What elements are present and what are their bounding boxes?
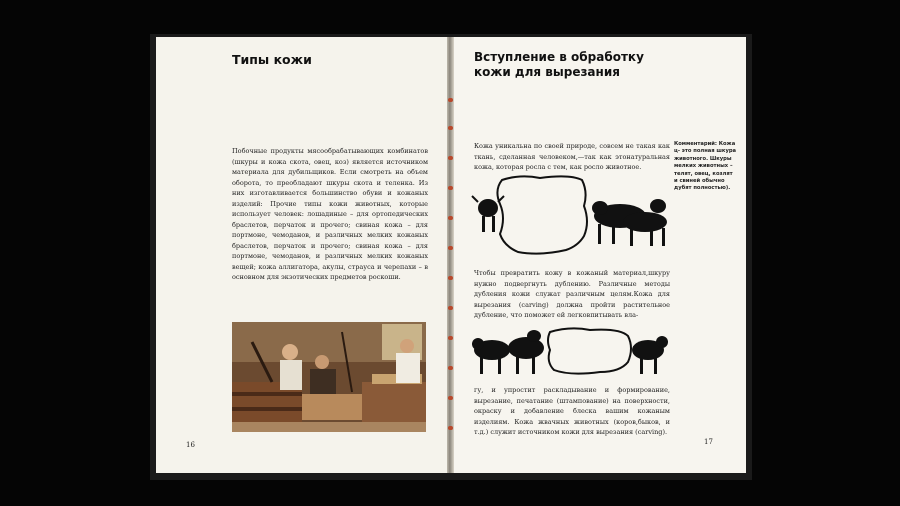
binding-stitch bbox=[448, 126, 453, 130]
binding-stitch bbox=[448, 396, 453, 400]
right-page-bottom: гу, и упростит раскладывание и формирование, вырезание, печатание (штампование) на поверхности, окраску и добавление блеска вашим кожаным изделиям. Кожа жвачных животных (коров,быков, и т.д.) служит источником кожи для вырезания (carving). bbox=[474, 386, 670, 436]
right-page-title: Вступление в обработку кожи для вырезания bbox=[474, 50, 644, 79]
right-page-intro: Кожа уникальна по своей природе, совсем не такая как ткань, сделанная человеком,—так как этонатуральная кожа, которая росла с тем, как росло животное. bbox=[474, 142, 670, 171]
binding-stitch bbox=[448, 276, 453, 280]
tanners-illustration bbox=[232, 322, 426, 432]
page-number-right: 17 bbox=[704, 438, 713, 446]
side-comment: Комментарий: Кожа ц- это полная шкура животного. Шкуры мелких животных – телят, овец, козлят и свиней обычно дубят полностью). bbox=[674, 141, 737, 192]
binding-stitch bbox=[448, 186, 453, 190]
binding-stitch bbox=[448, 98, 453, 102]
binding-stitch bbox=[448, 156, 453, 160]
page-number-left: 16 bbox=[186, 441, 195, 449]
left-page-title: Типы кожи bbox=[232, 52, 312, 67]
binding-stitch bbox=[448, 216, 453, 220]
oxen-hide-illustration bbox=[470, 322, 670, 380]
binding-stitch bbox=[448, 366, 453, 370]
book-gutter bbox=[447, 37, 454, 473]
binding-stitch bbox=[448, 426, 453, 430]
left-page-body: Побочные продукты мясообрабатывающих комбинатов (шкуры и кожа скота, овец, коз) является источником материала для дубильщиков. Если смотреть на объем оборота, то преобладают шкуры скота и теленка. Из них изготавливается большинство обуви и кожаных изделий: Прочие типы кожи животных, которые использует человек: лошадиные – для ортопедических браслетов, перчаток и прочего; свиная кожа – для портмоне, чемоданов, и различных мелких кожаных браслетов, перчаток и прочего; свиная кожа – для портмоне, чемоданов, и различных мелких кожаных вещей; кожа аллигатора, акулы, страуса и черепахи – в основном для экзотических предметов роскоши. bbox=[232, 147, 428, 281]
binding-stitch bbox=[448, 306, 453, 310]
cattle-hide-illustration bbox=[470, 172, 670, 258]
binding-stitch bbox=[448, 336, 453, 340]
binding-stitch bbox=[448, 246, 453, 250]
right-page-middle: Чтобы превратить кожу в кожаный материал,шкуру нужно подвергнуть дублению. Различные методы дубления кожи служат различным целям.Кожа для вырезания (carving) должна пройти растительное дубление, что поможет ей легковпитывать вла- bbox=[474, 269, 670, 319]
